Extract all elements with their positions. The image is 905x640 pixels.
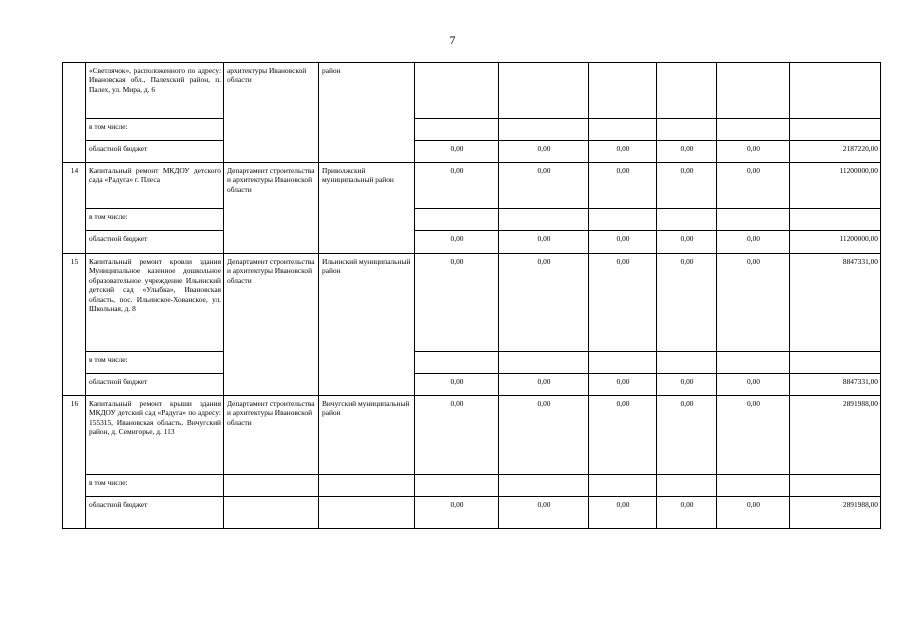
value-cell: 0,00: [717, 254, 790, 352]
budget-value: 0,00: [657, 141, 717, 163]
executor-cell: архитектуры Ивановской области: [224, 63, 319, 163]
budget-value: 0,00: [589, 374, 657, 396]
executor-cell: Департамент строительства и архитектуры Ивановской области: [224, 163, 319, 254]
budget-table: [62, 62, 881, 529]
value-cell: [499, 63, 589, 119]
table-row: [63, 209, 881, 231]
value-cell: [589, 63, 657, 119]
budget-value: 0,00: [415, 231, 499, 254]
budget-value: 0,00: [589, 497, 657, 529]
value-cell: 0,00: [499, 163, 589, 209]
project-description: Капитальный ремонт кровли здания Муниципальное казенное дошкольное образовательное учреждение Ильинский детский сад «Улыбка», Ивановская область, пос. Ильинское-Хованское, ул. Школьная, д. 8: [86, 254, 224, 352]
value-cell: 0,00: [717, 163, 790, 209]
value-cell: 0,00: [499, 254, 589, 352]
total-value-cell: 8847331,00: [790, 254, 881, 352]
budget-total-value: 11200000,00: [790, 231, 881, 254]
location-cell: район: [319, 63, 415, 163]
value-cell: 0,00: [657, 396, 717, 475]
table-row: [63, 396, 881, 475]
value-cell: 0,00: [717, 396, 790, 475]
location-cell: Вичугский муниципальный район: [319, 396, 415, 475]
value-cell: [657, 63, 717, 119]
budget-value: 0,00: [415, 141, 499, 163]
value-cell: 0,00: [415, 163, 499, 209]
value-cell: 0,00: [589, 163, 657, 209]
value-cell: 0,00: [657, 163, 717, 209]
table-row: [63, 497, 881, 529]
value-cell: 0,00: [415, 396, 499, 475]
sub-label: в том числе:: [86, 475, 224, 497]
budget-value: 0,00: [657, 497, 717, 529]
page-number: 7: [449, 33, 456, 47]
sub-label: в том числе:: [86, 352, 224, 374]
budget-label: областной бюджет: [86, 497, 224, 529]
project-description: Капитальный ремонт МКДОУ детского сада «Радуга» г. Плеса: [86, 163, 224, 209]
budget-total-value: 2891988,00: [790, 497, 881, 529]
budget-value: 0,00: [589, 231, 657, 254]
budget-value: 0,00: [499, 497, 589, 529]
table-row: [63, 475, 881, 497]
table-row: [63, 163, 881, 209]
total-value-cell: 2891988,00: [790, 396, 881, 475]
table-row: [63, 231, 881, 254]
table-row: [63, 352, 881, 374]
budget-value: 0,00: [499, 141, 589, 163]
budget-value: 0,00: [717, 141, 790, 163]
budget-value: 0,00: [415, 497, 499, 529]
row-number: 16: [63, 396, 86, 529]
table-row: [63, 63, 881, 119]
table-row: [63, 374, 881, 396]
executor-cell: Департамент строительства и архитектуры Ивановской области: [224, 254, 319, 396]
value-cell: 0,00: [589, 396, 657, 475]
project-description: «Светлячок», расположенного по адресу: Ивановская обл., Палехский район, п. Палех, ул. Мира, д. 6: [86, 63, 224, 119]
budget-label: областной бюджет: [86, 374, 224, 396]
location-cell: Ильинский муниципальный район: [319, 254, 415, 396]
value-cell: 0,00: [657, 254, 717, 352]
row-number: 14: [63, 163, 86, 254]
row-number: [63, 63, 86, 163]
budget-value: 0,00: [415, 374, 499, 396]
table-row: [63, 119, 881, 141]
budget-value: 0,00: [717, 497, 790, 529]
table-row: [63, 141, 881, 163]
total-value-cell: [790, 63, 881, 119]
budget-label: областной бюджет: [86, 141, 224, 163]
location-cell: Приволжский муниципальный район: [319, 163, 415, 254]
value-cell: 0,00: [415, 254, 499, 352]
sub-label: в том числе:: [86, 209, 224, 231]
row-number: 15: [63, 254, 86, 396]
value-cell: 0,00: [589, 254, 657, 352]
budget-value: 0,00: [657, 231, 717, 254]
total-value-cell: 11200000,00: [790, 163, 881, 209]
budget-value: 0,00: [499, 374, 589, 396]
budget-value: 0,00: [717, 231, 790, 254]
value-cell: [415, 63, 499, 119]
project-description: Капитальный ремонт крыши здания МКДОУ детский сад «Радуга» по адресу: 155315, Ивановская область, Вичугский район, д. Семигорье, д. 113: [86, 396, 224, 475]
budget-value: 0,00: [589, 141, 657, 163]
budget-value: 0,00: [499, 231, 589, 254]
budget-label: областной бюджет: [86, 231, 224, 254]
table-row: [63, 254, 881, 352]
executor-cell: Департамент строительства и архитектуры Ивановской области: [224, 396, 319, 475]
value-cell: [717, 63, 790, 119]
sub-label: в том числе:: [86, 119, 224, 141]
budget-total-value: 8847331,00: [790, 374, 881, 396]
budget-total-value: 2187220,00: [790, 141, 881, 163]
value-cell: 0,00: [499, 396, 589, 475]
budget-value: 0,00: [717, 374, 790, 396]
budget-value: 0,00: [657, 374, 717, 396]
